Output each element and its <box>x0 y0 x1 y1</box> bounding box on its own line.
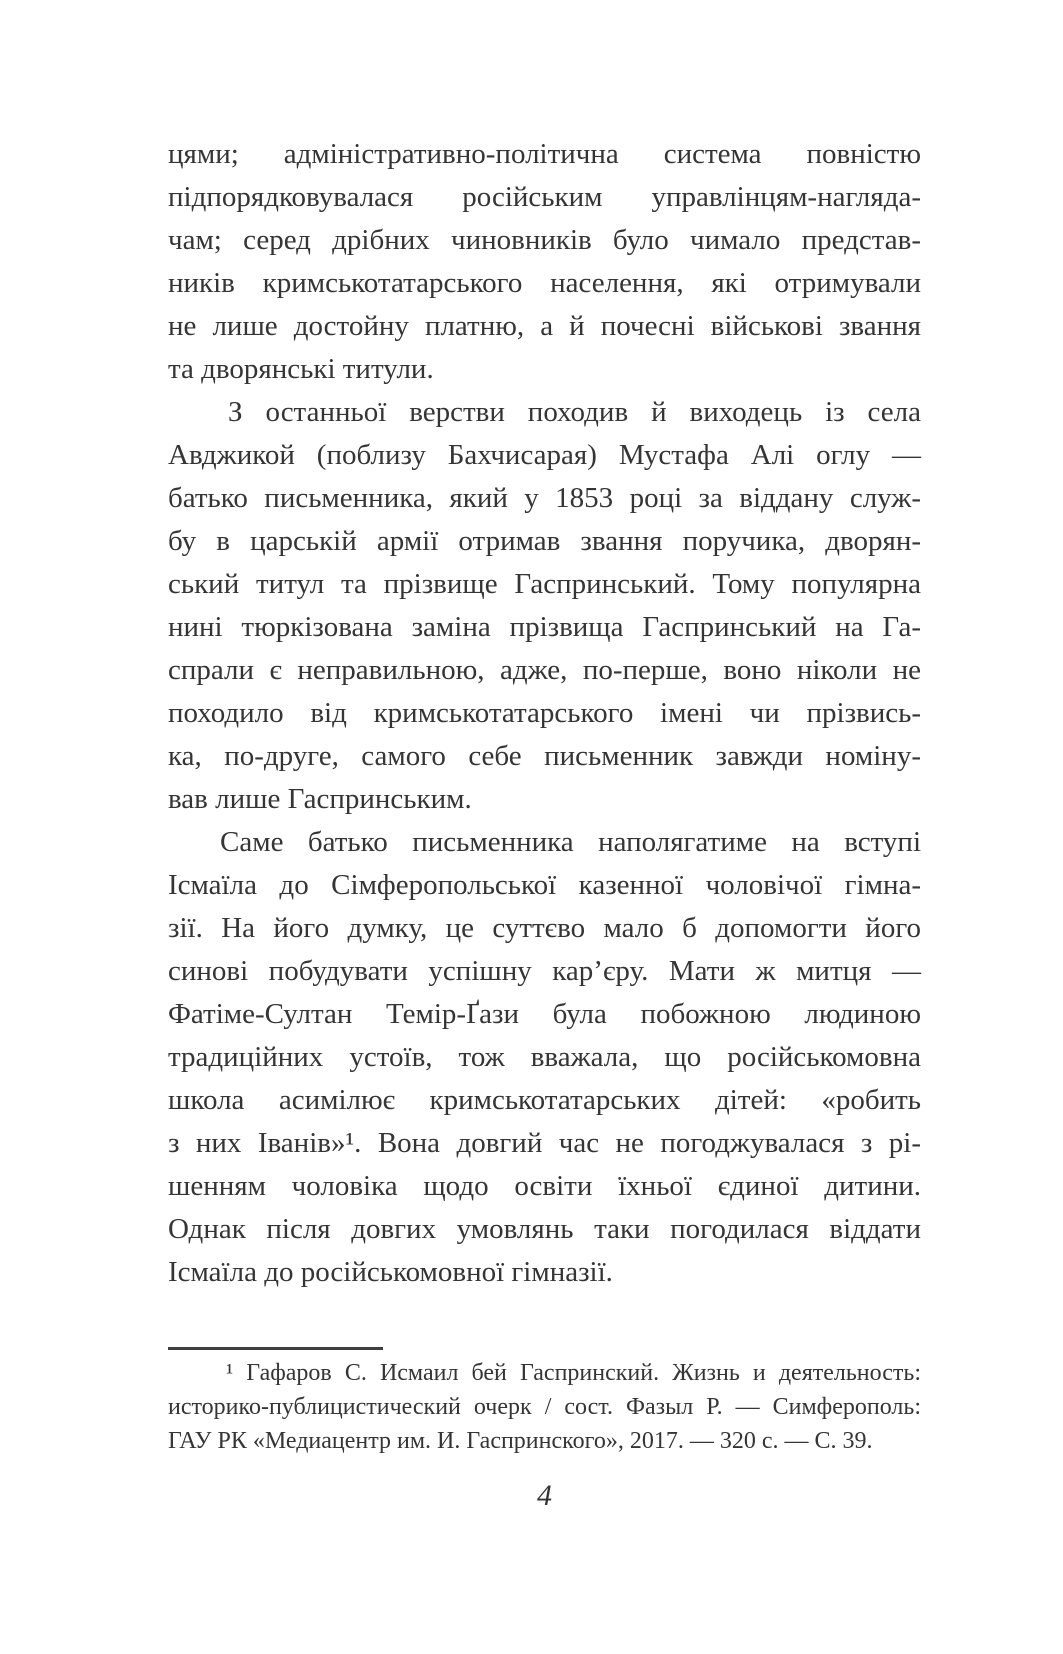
text-line: з них Іванів»¹. Вона довгий час не погоджувалася з рі- <box>168 1127 921 1159</box>
paragraph <box>168 391 921 821</box>
text-line: Однак після довгих умовлянь таки погодилася віддати <box>168 1213 921 1245</box>
footnote <box>168 1356 921 1458</box>
page-number: 4 <box>537 1479 552 1512</box>
text-line: шенням чоловіка щодо освіти їхньої єдиної дитини. <box>168 1170 921 1202</box>
text-line: нині тюркізована заміна прізвища Гаспринський на Га- <box>168 611 921 643</box>
text-line: не лише достойну платню, а й почесні військові звання <box>168 310 921 342</box>
text-line: традиційних устоїв, тож вважала, що російськомовна <box>168 1041 921 1073</box>
text-line: Ісмаїла до російськомовної гімназії. <box>168 1256 613 1288</box>
text-line: Ісмаїла до Сімферопольської казенної чоловічої гімна- <box>168 869 921 901</box>
text-line: вав лише Гаспринським. <box>168 783 472 815</box>
text-line: підпорядковувалася російським управлінцям-нагляда- <box>168 181 921 213</box>
paragraph <box>168 821 921 1294</box>
text-line: батько письменника, який у 1853 році за віддану служ- <box>168 482 921 514</box>
text-line: ський титул та прізвище Гаспринський. Тому популярна <box>168 568 921 600</box>
footnote-line: ГАУ РК «Медиацентр им. И. Гаспринского», 2017. — 320 с. — С. 39. <box>168 1428 873 1454</box>
text-line: Авджикой (поблизу Бахчисарая) Мустафа Алі оглу — <box>168 439 921 471</box>
text-line: бу в царській армії отримав звання поручика, дворян- <box>168 525 921 557</box>
text-line: Саме батько письменника наполягатиме на вступі <box>220 826 921 858</box>
text-line: зії. На його думку, це суттєво мало б допомогти його <box>168 912 921 944</box>
text-line: школа асимілює кримськотатарських дітей: «робить <box>168 1084 921 1116</box>
text-line: спрали є неправильною, адже, по-перше, воно ніколи не <box>168 654 921 686</box>
paragraph <box>168 133 921 391</box>
footnote-rule <box>168 1347 383 1350</box>
text-line: Фатіме-Султан Темір-Ґази була побожною людиною <box>168 998 921 1030</box>
text-line: та дворянські титули. <box>168 353 434 385</box>
text-line: ка, по-друге, самого себе письменник завжди номіну- <box>168 740 921 772</box>
text-line: цями; адміністративно-політична система повністю <box>168 138 921 170</box>
text-line: ників кримськотатарського населення, які отримували <box>168 267 921 299</box>
footnote-line: ¹ Гафаров С. Исмаил бей Гаспринский. Жизнь и деятельность: <box>226 1360 921 1386</box>
text-line: чам; серед дрібних чиновників було чимало представ- <box>168 224 921 256</box>
text-line: синові побудувати успішну кар’єру. Мати ж митця — <box>168 955 921 987</box>
text-line: З останньої верстви походив й виходець із села <box>228 396 921 428</box>
body-text <box>168 133 921 1294</box>
text-line: походило від кримськотатарського імені чи прізвись- <box>168 697 921 729</box>
footnote-line: историко-публицистический очерк / сост. Фазыл Р. — Симферополь: <box>168 1394 921 1420</box>
